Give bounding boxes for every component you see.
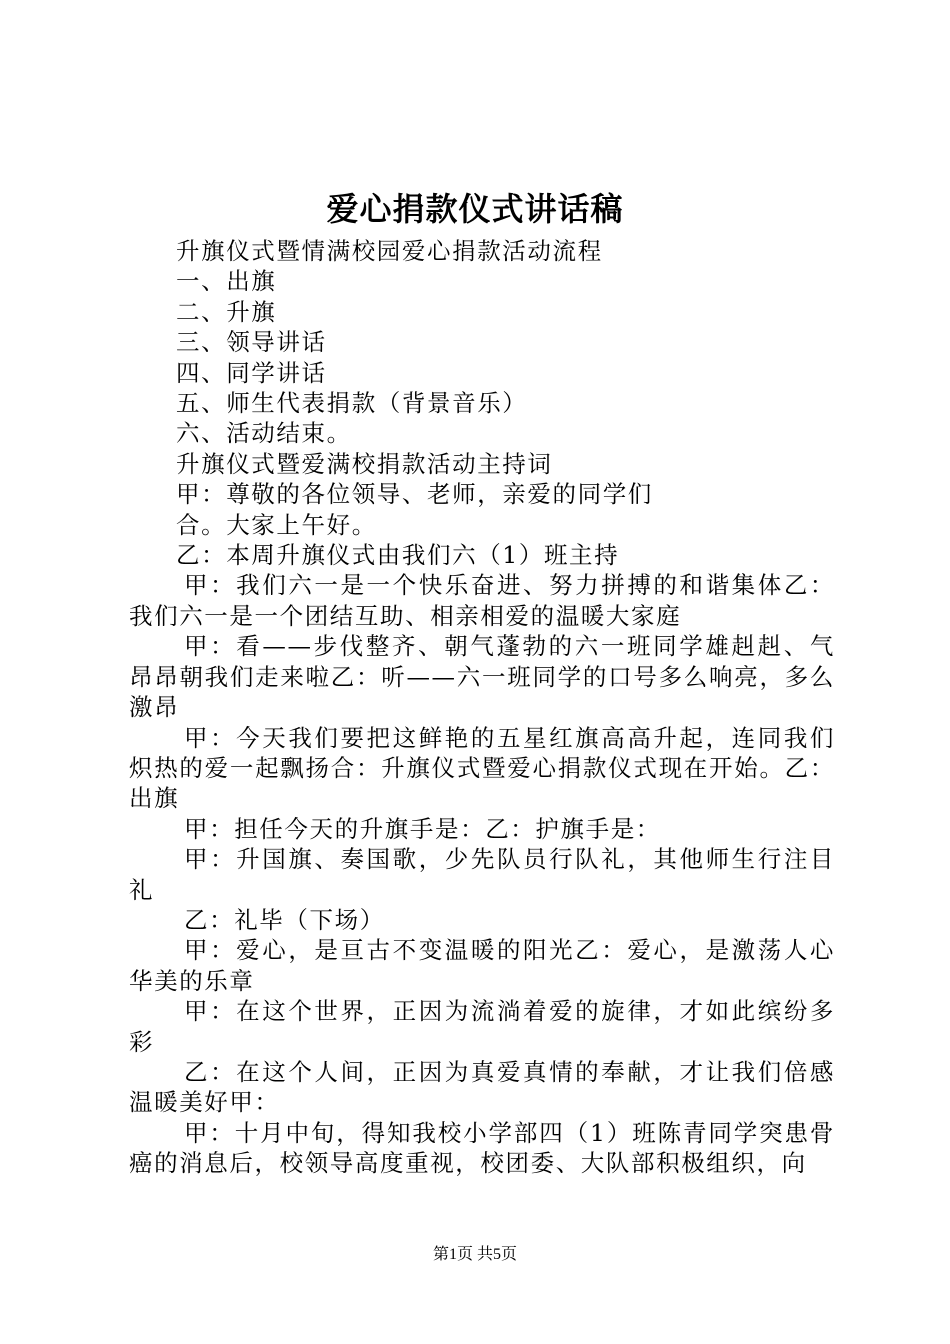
paragraph: 甲：今天我们要把这鲜艳的五星红旗高高升起，连同我们炽热的爱一起飘扬合：升旗仪式暨爱心捐款仪式现在开始。乙：出旗 (129, 723, 835, 813)
paragraph: 甲：在这个世界，正因为流淌着爱的旋律，才如此缤纷多彩 (129, 997, 835, 1056)
paragraph: 升旗仪式暨情满校园爱心捐款活动流程 (176, 237, 603, 265)
document-body (129, 236, 835, 1179)
paragraph: 甲：我们六一是一个快乐奋进、努力拼搏的和谐集体乙：我们六一是一个团结互助、相亲相爱的温暖大家庭 (129, 571, 835, 630)
paragraph: 甲：尊敬的各位领导、老师，亲爱的同学们 (176, 480, 653, 509)
paragraph: 甲：担任今天的升旗手是：乙：护旗手是： (184, 814, 661, 843)
list-item: 二、升旗 (176, 297, 277, 326)
list-item: 四、同学讲话 (176, 358, 327, 387)
paragraph: 甲：爱心，是亘古不变温暖的阳光乙：爱心，是激荡人心华美的乐章 (129, 936, 835, 995)
paragraph: 升旗仪式暨爱满校捐款活动主持词 (176, 449, 553, 478)
document-title: 爱心捐款仪式讲话稿 (326, 190, 624, 228)
page-number-footer: 第1页 共5页 (432, 1246, 517, 1263)
list-item: 五、师生代表捐款（背景音乐） (176, 389, 528, 418)
list-item: 三、领导讲话 (176, 328, 327, 357)
list-item: 六、活动结束。 (176, 419, 352, 448)
paragraph: 甲：看——步伐整齐、朝气蓬勃的六一班同学雄赳赳、气昂昂朝我们走来啦乙：听——六一班同学的口号多么响亮，多么激昂 (129, 632, 835, 722)
paragraph: 甲：十月中旬，得知我校小学部四（1）班陈青同学突患骨癌的消息后，校领导高度重视，校团委、大队部积极组织，向 (129, 1118, 835, 1178)
paragraph: 合。大家上午好。 (176, 510, 377, 539)
list-item: 一、出旗 (176, 267, 277, 296)
paragraph: 乙：在这个人间，正因为真爱真情的奉献，才让我们倍感温暖美好甲： (129, 1057, 835, 1117)
paragraph: 乙：本周升旗仪式由我们六（1）班主持 (176, 541, 620, 570)
paragraph: 甲：升国旗、奏国歌，少先队员行队礼，其他师生行注目礼 (129, 845, 835, 904)
paragraph: 乙：礼毕（下场） (184, 905, 385, 934)
